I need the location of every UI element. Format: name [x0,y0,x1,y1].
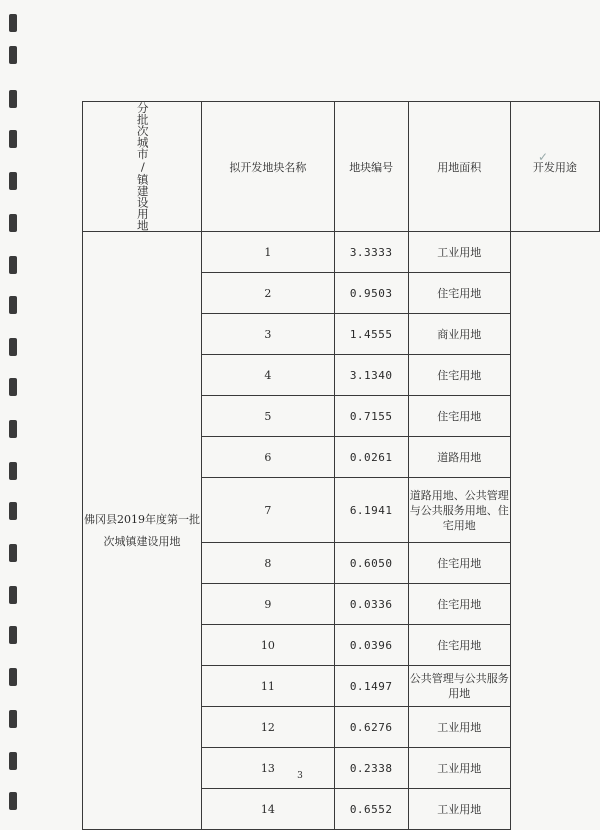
row-use: 道路用地 [408,437,510,478]
punch-hole [9,792,17,810]
row-use: 工业用地 [408,232,510,273]
row-area: 0.0396 [334,625,408,666]
row-use: 住宅用地 [408,584,510,625]
row-use: 公共管理与公共服务用地 [408,666,510,707]
row-area: 3.1340 [334,355,408,396]
row-use: 工业用地 [408,707,510,748]
punch-hole [9,378,17,396]
row-code: 3 [202,314,335,355]
row-area: 0.6050 [334,543,408,584]
row-area: 0.9503 [334,273,408,314]
punch-hole [9,46,17,64]
punch-hole [9,502,17,520]
row-code: 4 [202,355,335,396]
row-use: 工业用地 [408,789,510,830]
row-code: 13 [202,748,335,789]
batch-name: 佛冈县2019年度第一批次城镇建设用地 [84,512,200,548]
row-area: 0.6552 [334,789,408,830]
row-area: 0.0261 [334,437,408,478]
row-code: 6 [202,437,335,478]
punch-hole [9,420,17,438]
row-area: 0.1497 [334,666,408,707]
row-code: 7 [202,478,335,543]
row-use: 道路用地、公共管理与公共服务用地、住宅用地 [408,478,510,543]
row-code: 10 [202,625,335,666]
row-use: 住宅用地 [408,396,510,437]
punch-hole [9,296,17,314]
row-area: 3.3333 [334,232,408,273]
table-header-row [83,102,600,232]
land-table [82,101,600,830]
row-area: 0.2338 [334,748,408,789]
row-code: 8 [202,543,335,584]
check-mark: ✓ [538,150,549,164]
row-use: 住宅用地 [408,273,510,314]
punch-hole [9,586,17,604]
row-code: 2 [202,273,335,314]
punch-hole [9,214,17,232]
table-row [83,232,600,273]
row-code: 1 [202,232,335,273]
row-use: 住宅用地 [408,625,510,666]
row-use: 商业用地 [408,314,510,355]
punch-hole [9,462,17,480]
punch-hole [9,710,17,728]
punch-hole [9,90,17,108]
punch-hole [9,668,17,686]
row-area: 0.7155 [334,396,408,437]
punch-hole [9,544,17,562]
category-label: 分批次城市/镇建设用地 [135,102,150,231]
punch-hole [9,172,17,190]
row-code: 9 [202,584,335,625]
punch-hole [9,338,17,356]
header-area: 用地面积 [408,102,510,232]
header-code: 地块编号 [334,102,408,232]
row-code: 5 [202,396,335,437]
header-name: 拟开发地块名称 [202,102,335,232]
row-use: 工业用地 [408,748,510,789]
punch-hole [9,256,17,274]
punch-hole [9,626,17,644]
punch-hole [9,14,17,32]
category-cell [83,102,202,232]
row-use: 住宅用地 [408,355,510,396]
row-code: 12 [202,707,335,748]
row-use: 住宅用地 [408,543,510,584]
row-code: 11 [202,666,335,707]
row-area: 1.4555 [334,314,408,355]
punch-hole [9,130,17,148]
row-code: 14 [202,789,335,830]
row-area: 6.1941 [334,478,408,543]
batch-name-cell [83,232,202,830]
row-area: 0.0336 [334,584,408,625]
row-area: 0.6276 [334,707,408,748]
page-number: 3 [297,771,303,781]
punch-hole [9,752,17,770]
header-use: 开发用途 [510,102,599,232]
